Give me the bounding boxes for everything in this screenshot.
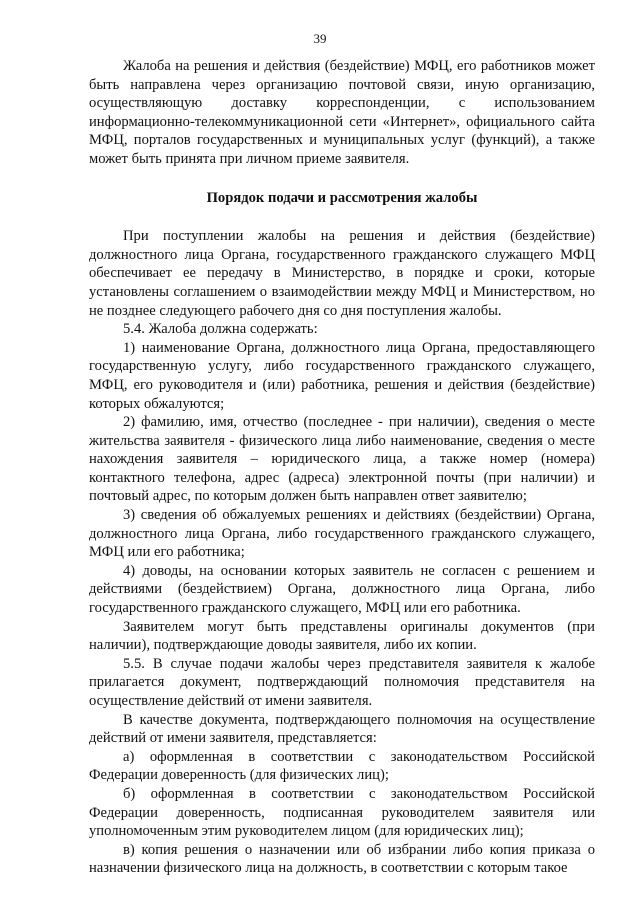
page-number: 39 [313, 31, 327, 46]
paragraph-item-1: 1) наименование Органа, должностного лица Органа, предоставляющего государственную услугу, либо государственного гражданского служащего, МФЦ, его руководителя и (или) работника, решения и действия (бездействие) которых обжалуются; [89, 339, 595, 412]
paragraph-document-type: В качестве документа, подтверждающего полномочия на осуществление действий от имени заявителя, представляется: [89, 711, 595, 747]
paragraph-5-4: 5.4. Жалоба должна содержать: [123, 321, 318, 338]
paragraph-item-v: в) копия решения о назначении или об избрании либо копия приказа о назначении физического лица на должность, в соответствии с которым такое [89, 841, 595, 877]
section-heading: Порядок подачи и рассмотрения жалобы [206, 189, 478, 206]
document-body [89, 57, 595, 878]
paragraph-item-4: 4) доводы, на основании которых заявитель не согласен с решением и действиями (бездействием) Органа, должностного лица Органа, либо государственного гражданского служащего, МФЦ или его работника. [89, 562, 595, 617]
paragraph-item-b: б) оформленная в соответствии с законодательством Российской Федерации доверенность, подписанная руководителем заявителя или уполномоченным этим руководителем лицом (для юридических лиц); [89, 785, 595, 840]
paragraph-item-3: 3) сведения об обжалуемых решениях и действиях (бездействии) Органа, должностного лица Органа, либо государственного гражданского служащего, МФЦ или его работника; [89, 507, 595, 561]
paragraph-complaint-transfer: При поступлении жалобы на решения и действия (бездействие) должностного лица Органа, государственного гражданского служащего МФЦ обеспечивает ее передачу в Министерство, в порядке и сроки, которые установлены соглашением о взаимодействии между МФЦ и Министерством, но не позднее следующего рабочего дня со дня поступления жалобы. [89, 228, 595, 319]
paragraph-complaint-channels: Жалоба на решения и действия (бездействие) МФЦ, его работников может быть направлена через организацию почтовой связи, иную организацию, осуществляющую доставку корреспонденции, с использованием информационно-телекоммуникационной сети «Интернет», официального сайта МФЦ, порталов государственных и муниципальных услуг (функций), а также может быть принята при личном приеме заявителя. [89, 58, 595, 167]
paragraph-item-2: 2) фамилию, имя, отчество (последнее - при наличии), сведения о месте жительства заявителя - физического лица либо наименование, сведения о месте нахождения заявителя – юридического лица, а также номер (номера) контактного телефона, адрес (адреса) электронной почты (при наличии) и почтовый адрес, по которым должен быть направлен ответ заявителю; [89, 414, 595, 505]
paragraph-5-5: 5.5. В случае подачи жалобы через представителя заявителя к жалобе прилагается документ, подтверждающий полномочия представителя на осуществление действий от имени заявителя. [89, 655, 595, 709]
paragraph-originals: Заявителем могут быть представлены оригиналы документов (при наличии), подтверждающие доводы заявителя, либо их копии. [89, 618, 595, 654]
paragraph-item-a: а) оформленная в соответствии с законодательством Российской Федерации доверенность (для физических лиц); [89, 748, 595, 784]
